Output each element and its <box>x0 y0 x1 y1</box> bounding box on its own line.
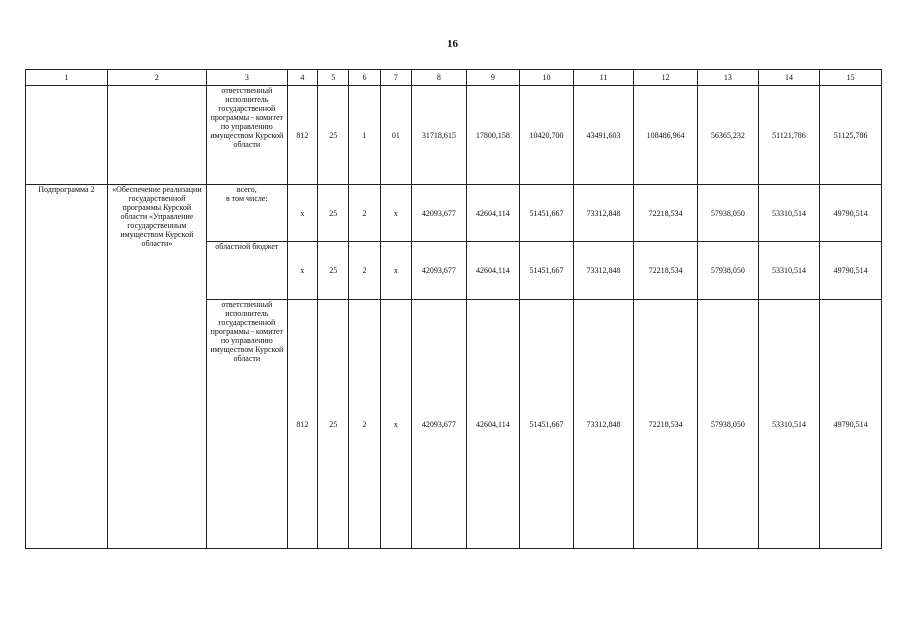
row4-value: 57938,050 <box>698 300 759 549</box>
subprogram-name <box>107 185 206 549</box>
row2-value: 42093,677 <box>412 185 467 242</box>
row4-value: х <box>380 300 411 549</box>
col-header-11: 11 <box>573 70 634 86</box>
row4-value: 42604,114 <box>466 300 520 549</box>
executor-text: ответственный исполнитель государственной программы - комитет по управлению имуществом Курской области <box>210 86 284 149</box>
row3-value: 25 <box>318 242 349 300</box>
row4-value: 2 <box>349 300 380 549</box>
table-row <box>26 86 882 185</box>
row4-value: 42093,677 <box>412 300 467 549</box>
row1-value: 1 <box>349 86 380 185</box>
row1-value: 812 <box>287 86 317 185</box>
row2-value: 49790,514 <box>820 185 882 242</box>
row1-value: 17800,158 <box>466 86 520 185</box>
row3-value: 42604,114 <box>466 242 520 300</box>
row4-value: 812 <box>287 300 317 549</box>
row1-value: 10420,700 <box>520 86 574 185</box>
col-header-15: 15 <box>820 70 882 86</box>
row4-value: 72218,534 <box>634 300 698 549</box>
row4-value: 25 <box>318 300 349 549</box>
col-header-2: 2 <box>107 70 206 86</box>
row4-value: 53310,514 <box>758 300 820 549</box>
row3-value: х <box>380 242 411 300</box>
row1-value: 56365,232 <box>698 86 759 185</box>
row2-value: 53310,514 <box>758 185 820 242</box>
row1-value: 01 <box>380 86 411 185</box>
row3-value: х <box>287 242 317 300</box>
col-header-4: 4 <box>287 70 317 86</box>
row4-executor <box>206 300 287 549</box>
row1-value: 51121,786 <box>758 86 820 185</box>
including-label: в том числе: <box>225 194 268 203</box>
row3-budget <box>206 242 287 300</box>
col-header-14: 14 <box>758 70 820 86</box>
col-header-7: 7 <box>380 70 411 86</box>
col-header-9: 9 <box>466 70 520 86</box>
col-header-1: 1 <box>26 70 108 86</box>
row1-value: 25 <box>318 86 349 185</box>
row3-value: 72218,534 <box>634 242 698 300</box>
row3-value: 49790,514 <box>820 242 882 300</box>
budget-table <box>25 69 882 549</box>
row2-value: 51451,667 <box>520 185 574 242</box>
col-header-8: 8 <box>412 70 467 86</box>
row3-value: 57938,050 <box>698 242 759 300</box>
row3-value: 53310,514 <box>758 242 820 300</box>
row4-value: 73312,848 <box>573 300 634 549</box>
page-number: 16 <box>447 38 458 50</box>
col-header-12: 12 <box>634 70 698 86</box>
total-label: всего, <box>236 185 257 194</box>
row2-value: 73312,848 <box>573 185 634 242</box>
row3-value: 2 <box>349 242 380 300</box>
row1-value: 108486,964 <box>634 86 698 185</box>
row3-value: 73312,848 <box>573 242 634 300</box>
executor-text: ответственный исполнитель государственной программы - комитет по управлению имуществом Курской области <box>210 300 284 363</box>
row1-value: 31718,615 <box>412 86 467 185</box>
row2-value: 57938,050 <box>698 185 759 242</box>
row2-value: 72218,534 <box>634 185 698 242</box>
col-header-13: 13 <box>698 70 759 86</box>
row4-value: 49790,514 <box>820 300 882 549</box>
col-header-5: 5 <box>318 70 349 86</box>
row2-value: х <box>380 185 411 242</box>
row1-executor <box>206 86 287 185</box>
row1-value: 51125,786 <box>820 86 882 185</box>
row1-col1 <box>26 86 108 185</box>
col-header-6: 6 <box>349 70 380 86</box>
header-row <box>26 70 882 86</box>
row2-value: х <box>287 185 317 242</box>
row1-col2 <box>107 86 206 185</box>
row3-value: 42093,677 <box>412 242 467 300</box>
col-header-3: 3 <box>206 70 287 86</box>
subprogram-name-text: «Обеспечение реализации государственной программы Курской области «Управление государственным имуществом Курской области» <box>112 185 202 248</box>
row2-value: 25 <box>318 185 349 242</box>
row1-value: 43491,603 <box>573 86 634 185</box>
row2-total <box>206 185 287 242</box>
subprogram-label: Подпрограмма 2 <box>26 185 108 549</box>
col-header-10: 10 <box>520 70 574 86</box>
row2-value: 2 <box>349 185 380 242</box>
row2-value: 42604,114 <box>466 185 520 242</box>
regional-budget-label: областной бюджет <box>215 242 279 251</box>
row4-value: 51451,667 <box>520 300 574 549</box>
table-row <box>26 185 882 242</box>
row3-value: 51451,667 <box>520 242 574 300</box>
